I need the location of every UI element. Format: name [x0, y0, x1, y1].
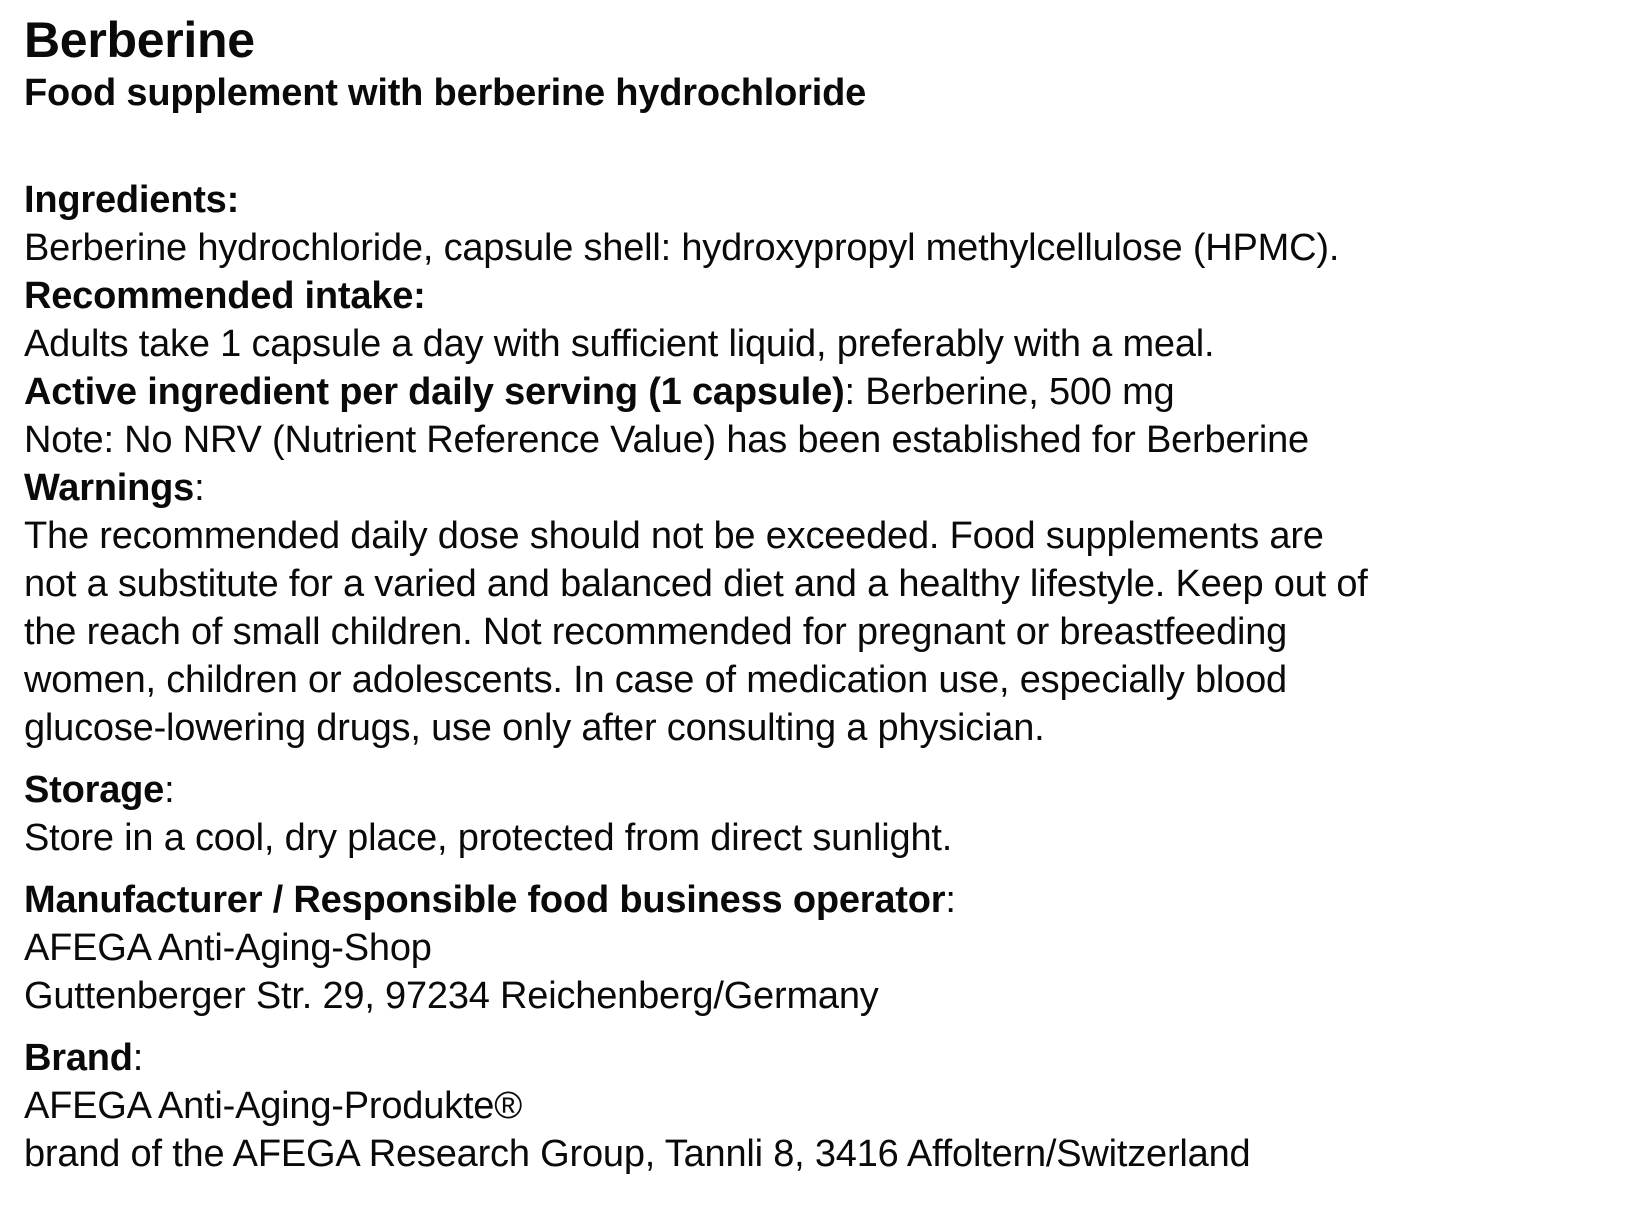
brand-name: AFEGA Anti-Aging-Produkte®: [24, 1085, 523, 1127]
product-title: Berberine: [24, 12, 255, 68]
active-ingredient-section: [24, 368, 1638, 464]
storage-heading-line: [24, 766, 1638, 814]
brand-colon: :: [132, 1037, 144, 1079]
storage-text: Store in a cool, dry place, protected from direct sunlight.: [24, 817, 953, 859]
storage-colon: :: [164, 769, 175, 811]
storage-heading: Storage: [24, 769, 165, 811]
spacer: [24, 116, 1638, 176]
intake-text: Adults take 1 capsule a day with sufficient liquid, preferably with a meal.: [24, 323, 1215, 365]
manufacturer-section: [24, 876, 1638, 1020]
brand-section: [24, 1034, 1638, 1178]
ingredients-section: [24, 176, 1638, 272]
intake-heading: Recommended intake:: [24, 275, 426, 317]
manufacturer-name: AFEGA Anti-Aging-Shop: [24, 927, 432, 969]
product-subtitle: Food supplement with berberine hydrochloride: [24, 72, 867, 114]
warnings-line: not a substitute for a varied and balanced diet and a healthy lifestyle. Keep out of: [24, 563, 1368, 605]
storage-section: [24, 766, 1638, 862]
warnings-line: the reach of small children. Not recommended for pregnant or breastfeeding: [24, 611, 1288, 653]
spacer: [24, 752, 1638, 766]
manufacturer-heading-line: [24, 876, 1638, 924]
manufacturer-heading: Manufacturer / Responsible food business operator: [24, 879, 946, 921]
active-ingredient-heading: Active ingredient per daily serving (1 capsule): [24, 371, 845, 413]
warnings-line: glucose-lowering drugs, use only after consulting a physician.: [24, 707, 1045, 749]
warnings-heading: Warnings: [24, 467, 195, 509]
spacer: [24, 1020, 1638, 1034]
brand-heading: Brand: [24, 1037, 133, 1079]
warnings-heading-line: [24, 464, 1638, 512]
ingredients-heading: Ingredients:: [24, 179, 240, 221]
nrv-note: Note: No NRV (Nutrient Reference Value) has been established for Berberine: [24, 419, 1309, 461]
brand-heading-line: [24, 1034, 1638, 1082]
active-ingredient-value: : Berberine, 500 mg: [844, 371, 1175, 413]
intake-section: [24, 272, 1638, 368]
warnings-colon: :: [194, 467, 205, 509]
warnings-section: [24, 464, 1638, 752]
manufacturer-address: Guttenberger Str. 29, 97234 Reichenberg/Germany: [24, 975, 879, 1017]
warnings-line: The recommended daily dose should not be exceeded. Food supplements are: [24, 515, 1324, 557]
warnings-line: women, children or adolescents. In case of medication use, especially blood: [24, 659, 1287, 701]
ingredients-text: Berberine hydrochloride, capsule shell: hydroxypropyl methylcellulose (HPMC).: [24, 227, 1340, 269]
spacer: [24, 862, 1638, 876]
brand-owner: brand of the AFEGA Research Group, Tannli 8, 3416 Affoltern/Switzerland: [24, 1133, 1251, 1175]
active-ingredient-line: [24, 368, 1638, 416]
manufacturer-colon: :: [945, 879, 956, 921]
